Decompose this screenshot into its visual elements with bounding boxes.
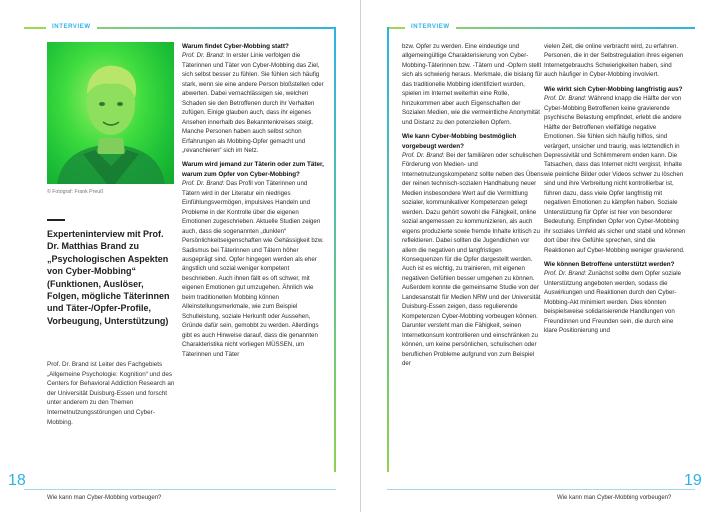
question-heading: Wie kann Cyber-Mobbing bestmöglich vorgebeugt werden? — [402, 133, 517, 150]
page-right — [361, 0, 721, 512]
column-left-page — [182, 42, 326, 359]
page-footer: Wie kann man Cyber-Mobbing vorbeugen? — [47, 495, 162, 501]
question-heading: Warum findet Cyber-Mobbing statt? — [182, 43, 289, 50]
page-number: 19 — [684, 472, 702, 489]
frame-left-border — [387, 27, 389, 472]
answer-text: Bei der familiären oder schulischen Förderung von Medien- und Internetnutzungskompetenz sollte neben des Übens der reinen technisch-sozialen Handhabung neuer Medien insbesondere Wert auf die Vermittlung sozialer, kommunikativer Kompetenzen gelegt werden. Dazu gehört sowohl die Fähigkeit, online sozial angemessen zu kommunizieren, als auch eigens produzierte sowie fremde Inhalte kritisch zu reflektieren. Dabei sollten die Jugendlichen vor allem die negativen und langfristigen Konsequenzen für die Opfer dargestellt werden. Auch ist es wichtig, zu trainieren, mit eigenen negativen Gefühlen besser umgehen zu können. Außerdem konnte die gemeinsame Studie von der Landesanstalt für Medien NRW und der Universität Duisburg-Essen zeigen, dass regulierende Kompetenzen Cyber-Mobbing vorbeugen können. Darunter versteht man die Fähigkeit, seinen Internetkonsum kontrollieren und einschränken zu können, um keine persönlichen, schulischen oder beruflichen Probleme aufgrund von zum Beispiel der — [402, 151, 544, 367]
footer-line — [387, 489, 695, 490]
section-tag: INTERVIEW — [46, 22, 97, 33]
footer-line — [24, 489, 336, 490]
page-left — [0, 0, 360, 512]
interview-intro: Prof. Dr. Brand ist Leiter des Fachgebiets „Allgemeine Psychologie: Kognition“ und des Centers for Behavioral Addiction Research an der Universität Duisburg-Essen und forscht unter anderem zu den Themen Internetnutzungsstörungen und Cyber-Mobbing. — [47, 361, 175, 426]
question-heading: Wie können Betroffene unterstützt werden? — [544, 260, 675, 268]
answer-paragraph — [182, 51, 326, 155]
answer-paragraph — [402, 151, 544, 368]
section-tag: INTERVIEW — [405, 22, 456, 33]
answer-text: Das Profil von Täterinnen und Tätern wird in der Literatur ein niedriges Einfühlungsvermögen, impulsives Handeln und Probleme in der Kontrolle über die eigenen Emotionen zugeschrieben. Aktuelle Studien zeigen auch, dass die sogenannten „dunklen“ Persönlichkeitseigenschaften wie Gehässigkeit bzw. Sadismus bei Täterinnen und Tätern höher ausgeprägt sind. Opfer hingegen werden als eher ängstlich und sozial weniger kompetent beschrieben. Auch ihnen fällt es oft schwer, mit eigenen Emotionen gut umzugehen. Ähnlich wie beim traditionellen Mobbing können Alleinstellungsmerkmale, wie zum Beispiel Schulleistung, soziale Herkunft oder Aussehen, Gründe dafür sein, gemobbt zu werden. Allerdings gibt es auch Hinweise darauf, dass die genannten Charakteristika nicht vorliegen MÜSSEN, um Täterinnen und Täter — [182, 180, 324, 358]
answer-text: In erster Linie verfolgen die Täterinnen und Täter von Cyber-Mobbing das Ziel, sich selbst besser zu fühlen. Sie fühlen sich häufig stark, wenn sie eine andere Person bloßstellen oder abwerten. Dabei vernachlässigen sie, welchen Schaden sie den Betroffenen durch ihr Verhalten zufügen. Einige glauben auch, dass ihr eigenes Ansehen innerhalb des Bekanntenkreises steigt. Manche Personen haben auch selbst schon Erfahrungen als Mobbing-Opfer gemacht und „revanchieren“ sich im Netz. — [182, 52, 324, 154]
answer-text: bzw. Opfer zu werden. Eine eindeutige und allgemeingültige Charakterisierung von Cyber-Mobbing-Täterinnen bzw. -Tätern und -Opfern stellt sich als schwierig heraus. Merkmale, die bislang für das traditionelle Mobbing identifiziert wurden, spielen im Internet weiterhin eine Rolle, hinzukommen aber auch Eigenschaften der Sozialen Medien, wie die vermeintliche Anonymität und Distanz zu den potenziellen Opfern. — [402, 43, 543, 126]
photo-credit: © Fotograf: Frank Preuß — [47, 189, 104, 195]
answer-paragraph — [182, 179, 326, 359]
interview-lead-title: Experteninterview mit Prof. Dr. Matthias Brand zu „Psychologischen Aspekten von Cyber-Mobbing“ (Funktionen, Auslöser, Folgen, mögliche Täterinnen und Täter-/Opfer-Profile, Vorbeugung, Unterstützung) — [47, 229, 170, 326]
answer-text: vielen Zeit, die online verbracht wird, zu erfahren. Personen, die in der Selbstregulation ihres eigenen Internetgebrauchs Schwierigkeiten haben, sind auch häufiger in Cyber-Mobbing involviert. — [544, 43, 684, 79]
question-heading: Wie wirkt sich Cyber-Mobbing langfristig aus? — [544, 85, 683, 93]
column-right-page-1 — [402, 42, 544, 368]
speaker-label: Prof. Dr. Brand: — [544, 270, 587, 278]
answer-text: Zunächst sollte dem Opfer soziale Unterstützung angeboten werden, sodass die Auswirkungen und Reaktionen durch den Cyber-Mobbing-Akt minimiert werden. Dies könnten beispielsweise solidarisierende Handlungen von Freundinnen und Freunden sein, die durch eine klare Positionierung und — [544, 270, 681, 335]
answer-paragraph — [544, 94, 686, 255]
column-right-page-2 — [544, 42, 686, 336]
page-number: 18 — [8, 472, 26, 489]
question-heading: Warum wird jemand zur Täterin oder zum Täter, warum zum Opfer von Cyber-Mobbing? — [182, 161, 324, 178]
divider-rule — [47, 219, 65, 221]
frame-right-border — [334, 27, 336, 472]
answer-text: Während knapp die Hälfte der von Cyber-Mobbing Betroffenen keine gravierende psychische Belastung empfindet, erlebt die andere Hälfte der Betroffenen vielfältige negative Emotionen. Sie fühlen sich häufig hilflos, sind verärgert, unsicher und traurig, was letztendlich in Depressivität und Schlimmerem enden kann. Die Tatsachen, dass das Internet nicht vergisst, Inhalte wie peinliche Bilder oder Videos schwer zu löschen sind und ihre Verbreitung nicht kontrollierbar ist, führen dazu, dass viele Opfer langfristig mit negativen Emotionen zu kämpfen haben. Soziale Unterstützung für Opfer ist hier von besonderer Bedeutung. Empfinden Opfer von Cyber-Mobbing ihr soziales Umfeld als sicher und stabil und können dort über ihre Gefühle sprechen, sind die Reaktionen auf Cyber-Mobbing weniger gravierend. — [544, 95, 686, 254]
speaker-label: Prof. Dr. Brand: — [402, 151, 445, 159]
portrait-photo — [47, 42, 174, 184]
speaker-label: Prof. Dr. Brand: — [544, 95, 587, 103]
answer-paragraph — [544, 269, 686, 335]
speaker-label: Prof. Dr. Brand: — [182, 180, 225, 188]
page-footer: Wie kann man Cyber-Mobbing vorbeugen? — [557, 495, 672, 501]
speaker-label: Prof. Dr. Brand: — [182, 52, 225, 60]
